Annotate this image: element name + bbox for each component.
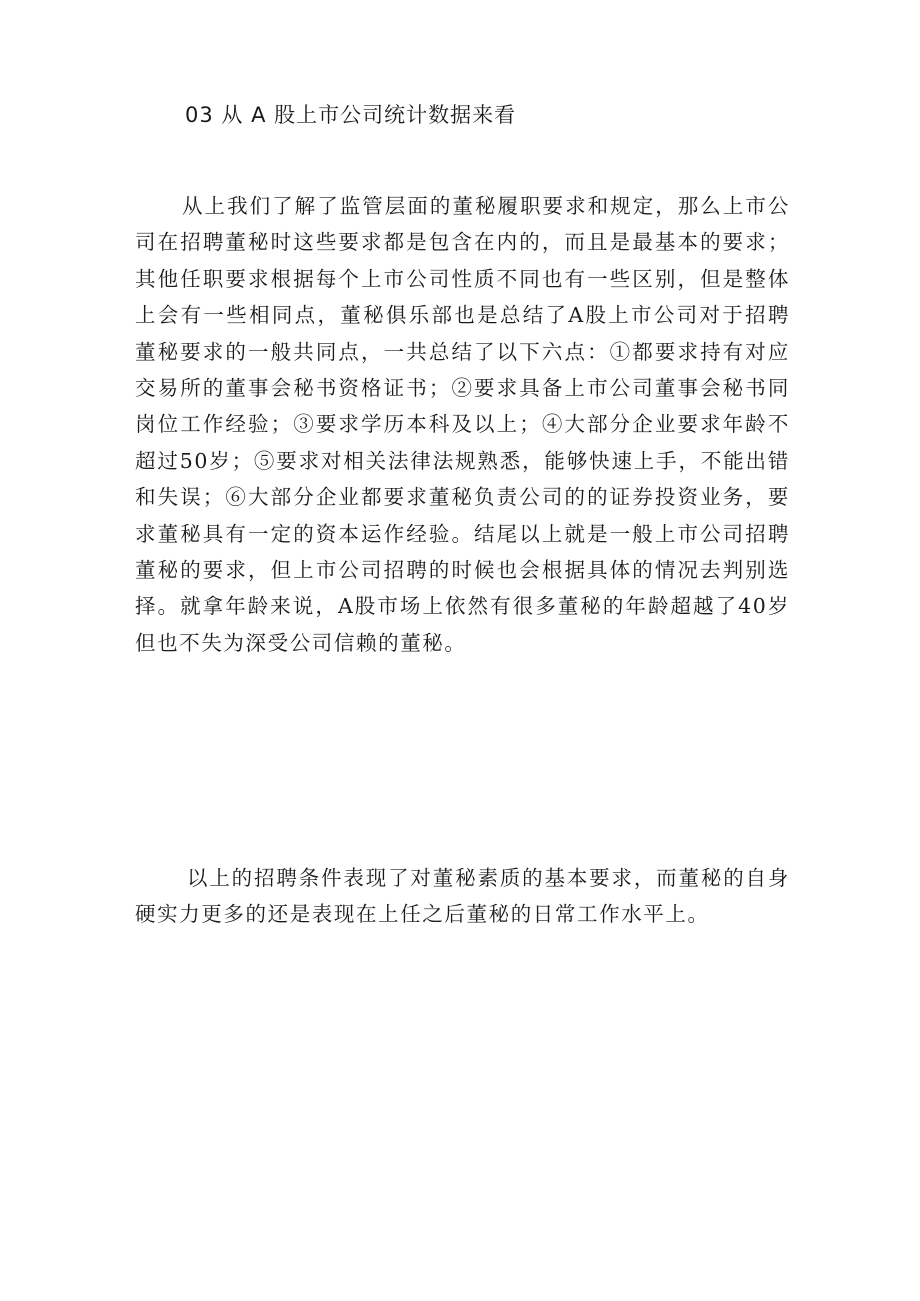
section-heading: 03 从 A 股上市公司统计数据来看 [185, 103, 517, 127]
body-paragraph-1: 从上我们了解了监管层面的董秘履职要求和规定，那么上市公司在招聘董秘时这些要求都是包含在内的，而且是最基本的要求；其他任职要求根据每个上市公司性质不同也有一些区别，但是整体上会有一些相同点，董秘俱乐部也是总结了A股上市公司对于招聘董秘要求的一般共同点，一共总结了以下六点：①都要求持有对应交易所的董事会秘书资格证书；②要求具备上市公司董事会秘书同岗位工作经验；③要求学历本科及以上；④大部分企业要求年龄不超过50岁；⑤要求对相关法律法规熟悉，能够快速上手，不能出错和失误；⑥大部分企业都要求董秘负责公司的的证券投资业务，要求董秘具有一定的资本运作经验。结尾以上就是一般上市公司招聘董秘的要求，但上市公司招聘的时候也会根据具体的情况去判别选择。就拿年龄来说，A股市场上依然有很多董秘的年龄超越了40岁但也不失为深受公司信赖的董秘。 [135, 194, 790, 655]
body-paragraph-2: 以上的招聘条件表现了对董秘素质的基本要求，而董秘的自身硬实力更多的还是表现在上任之后董秘的日常工作水平上。 [135, 866, 790, 927]
